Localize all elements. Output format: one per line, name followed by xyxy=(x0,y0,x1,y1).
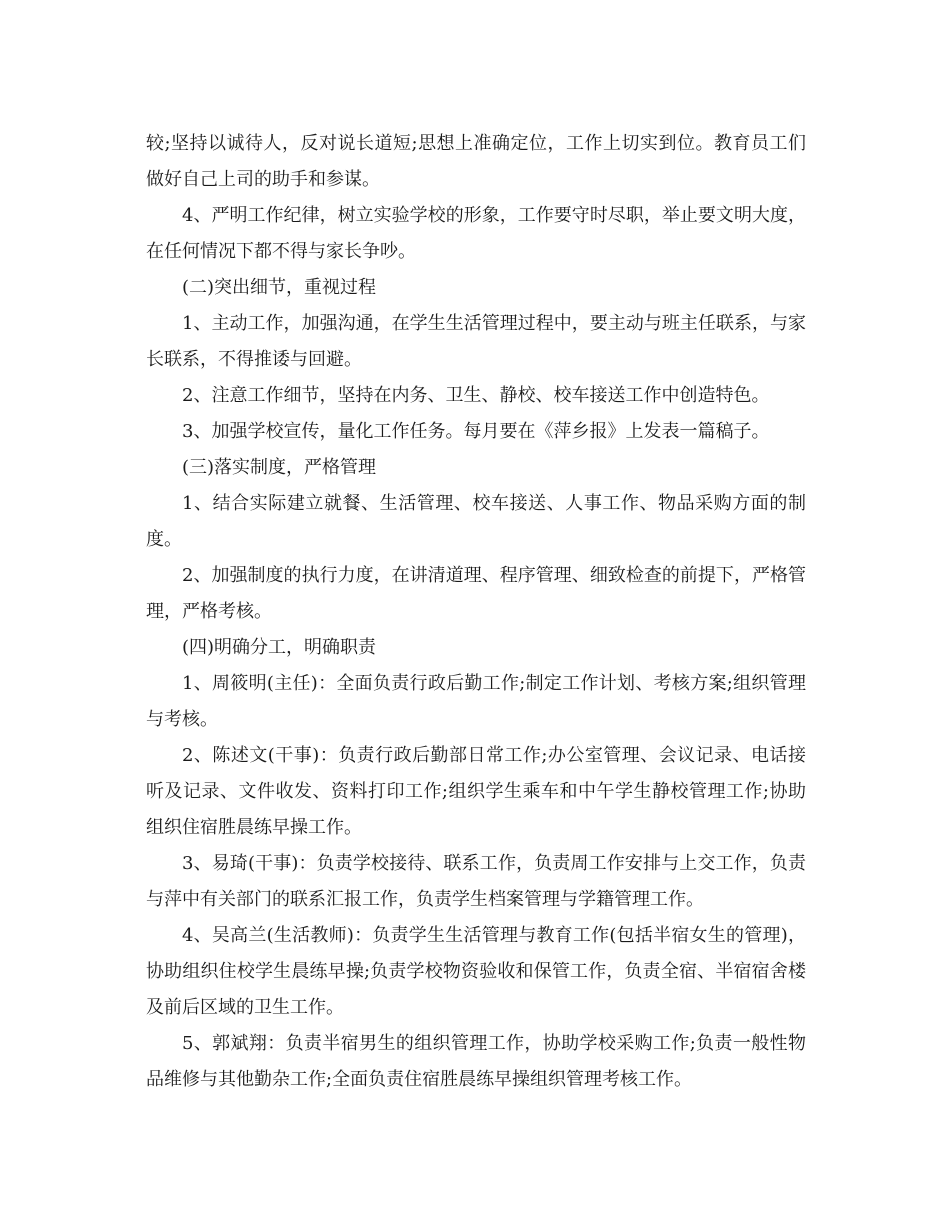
paragraph-item-4-discipline: 4、严明工作纪律，树立实验学校的形象，工作要守时尽职，举止要文明大度，在任何情况下都不得与家长争吵。 xyxy=(146,205,806,262)
paragraph-duty-2: 2、陈述文(干事)：负责行政后勤部日常工作;办公室管理、会议记录、电话接听及记录、文件收发、资料打印工作;组织学生乘车和中午学生静校管理工作;协助组织住宿胜晨练早操工作。 xyxy=(146,745,806,838)
paragraph-item-2-details: 2、注意工作细节，坚持在内务、卫生、静校、校车接送工作中创造特色。 xyxy=(182,385,770,406)
paragraph-item-1-systems: 1、结合实际建立就餐、生活管理、校车接送、人事工作、物品采购方面的制度。 xyxy=(146,493,806,550)
paragraph-item-3-publicity: 3、加强学校宣传，量化工作任务。每月要在《萍乡报》上发表一篇稿子。 xyxy=(182,421,770,442)
paragraph-item-1-communication: 1、主动工作，加强沟通，在学生生活管理过程中，要主动与班主任联系，与家长联系，不得推诿与回避。 xyxy=(146,313,806,370)
paragraph-duty-1: 1、周筱明(主任)：全面负责行政后勤工作;制定工作计划、考核方案;组织管理与考核。 xyxy=(146,673,806,730)
paragraph-duty-5: 5、郭斌翔：负责半宿男生的组织管理工作，协助学校采购工作;负责一般性物品维修与其他勤杂工作;全面负责住宿胜晨练早操组织管理考核工作。 xyxy=(146,1033,806,1090)
paragraph-duty-4: 4、吴高兰(生活教师)：负责学生生活管理与教育工作(包括半宿女生的管理)，协助组织住校学生晨练早操;负责学校物资验收和保管工作，负责全宿、半宿宿舍楼及前后区域的卫生工作。 xyxy=(146,925,806,1018)
document-body xyxy=(146,126,806,1098)
section-heading-2: (二)突出细节，重视过程 xyxy=(182,277,377,298)
paragraph-item-2-enforcement: 2、加强制度的执行力度，在讲清道理、程序管理、细致检查的前提下，严格管理，严格考核。 xyxy=(146,565,806,622)
paragraph-duty-3: 3、易琦(干事)：负责学校接待、联系工作，负责周工作安排与上交工作，负责与萍中有关部门的联系汇报工作，负责学生档案管理与学籍管理工作。 xyxy=(146,853,806,910)
paragraph-continuation: 较;坚持以诚待人，反对说长道短;思想上准确定位，工作上切实到位。教育员工们做好自己上司的助手和参谋。 xyxy=(146,133,806,190)
section-heading-3: (三)落实制度，严格管理 xyxy=(182,457,377,478)
section-heading-4: (四)明确分工，明确职责 xyxy=(182,637,377,658)
